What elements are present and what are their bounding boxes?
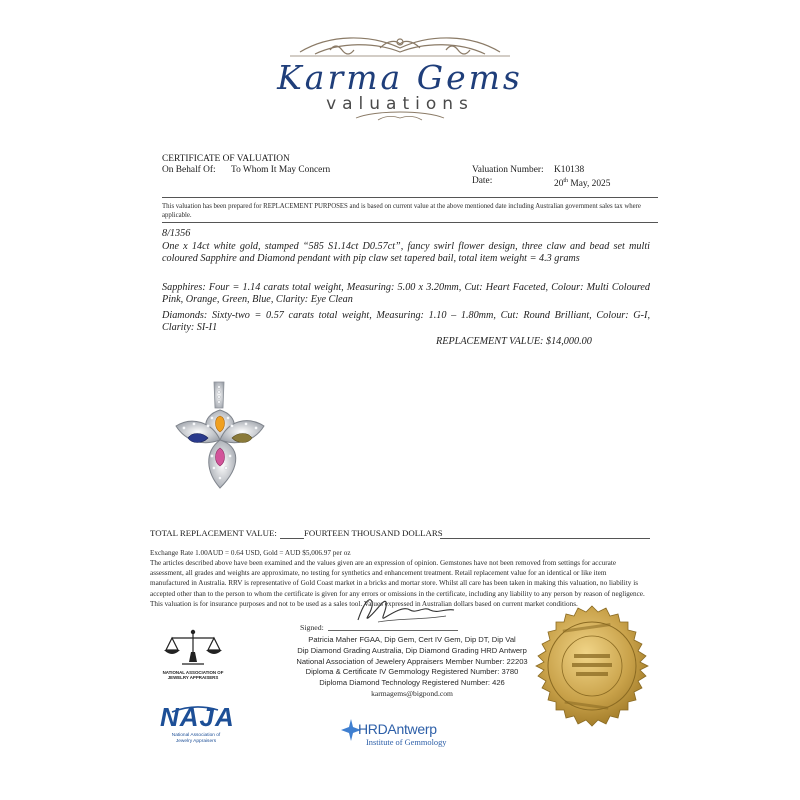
scales-icon bbox=[160, 628, 226, 668]
date-value: 20th May, 2025 bbox=[554, 178, 611, 190]
header-rule-top bbox=[162, 197, 658, 198]
credential-line: Patricia Maher FGAA, Dip Gem, Cert IV Gem, Dip DT, Dip Val bbox=[308, 635, 516, 644]
naja-caption: National Association of Jewelry Appraisers bbox=[171, 733, 221, 744]
credential-line: Diploma & Certificate IV Gemmology Registered Number: 3780 bbox=[305, 667, 519, 677]
item-description: One x 14ct white gold, stamped “585 S1.14ct D0.57ct”, fancy swirl flower design, three claw and bead set multi coloured Sapphire and Diamond pendant with pip claw set tapered bail, total item weight = 4.3 grams bbox=[162, 241, 650, 264]
on-behalf-value: To Whom It May Concern bbox=[231, 165, 331, 175]
naja-logo bbox=[160, 700, 235, 750]
gold-seal bbox=[530, 604, 654, 728]
header-rule-bottom bbox=[162, 222, 658, 223]
seal-icon bbox=[530, 604, 654, 728]
swoosh-icon bbox=[170, 705, 220, 713]
total-value: FOURTEEN THOUSAND DOLLARS bbox=[304, 528, 443, 538]
signature-mark bbox=[350, 592, 460, 626]
total-label: TOTAL REPLACEMENT VALUE: bbox=[150, 528, 277, 538]
purpose-note: This valuation has been prepared for REPLACEMENT PURPOSES and is based on current value at the above mentioned date including Australian government sales tax where applicable. bbox=[162, 203, 641, 219]
naja-swoosh bbox=[170, 700, 220, 708]
valuation-number-label: Valuation Number: bbox=[472, 165, 544, 175]
item-ref: 8/1356 bbox=[162, 228, 191, 239]
total-underline-2 bbox=[440, 538, 650, 539]
naja-mark: NAJA bbox=[160, 702, 235, 732]
date-label: Date: bbox=[472, 176, 493, 186]
total-underline-1 bbox=[280, 538, 304, 539]
pendant-photo bbox=[168, 380, 278, 495]
pendant-image-icon bbox=[168, 380, 278, 495]
exchange-rate: Exchange Rate 1.00AUD = 0.64 USD, Gold = AUD $5,006.97 per oz bbox=[150, 549, 351, 557]
signature-line bbox=[328, 630, 458, 631]
brand-script: Karma Gems bbox=[277, 58, 523, 97]
naja-scales-logo bbox=[160, 628, 226, 690]
item-sapphires: Sapphires: Four = 1.14 carats total weight, Measuring: 5.00 x 3.20mm, Cut: Heart Faceted, Colour: Multi Coloured Pink, Orange, Green, Blue, Clarity: Eye Clean bbox=[162, 282, 650, 305]
valuation-number-value: K10138 bbox=[554, 165, 585, 175]
credential-line: Dip Diamond Grading Australia, Dip Diamond Grading HRD Antwerp bbox=[297, 645, 527, 655]
brand-tagline: valuations bbox=[326, 94, 474, 114]
signature-icon bbox=[350, 592, 460, 626]
credential-line: Diploma Diamond Technology Registered Number: 426 bbox=[319, 678, 505, 688]
item-replacement-value: REPLACEMENT VALUE: $14,000.00 bbox=[436, 336, 592, 347]
on-behalf-label: On Behalf Of: bbox=[162, 165, 216, 175]
doc-title: CERTIFICATE OF VALUATION bbox=[162, 154, 290, 164]
credential-line: National Association of Jewelery Appraisers Member Number: 22203 bbox=[296, 656, 528, 666]
hrd-name: HRDAntwerp bbox=[358, 721, 437, 737]
hrd-antwerp-logo bbox=[340, 718, 480, 752]
signature-credentials bbox=[264, 635, 560, 700]
naja-top-caption: NATIONAL ASSOCIATION OF JEWELRY APPRAISERS bbox=[162, 670, 224, 681]
company-logo bbox=[260, 30, 540, 126]
signed-label: Signed: bbox=[300, 623, 324, 632]
disclaimer: The articles described above have been examined and the values given are an expression of opinion. Gemstones have not been removed from settings for accurate assessment, all grades and weights are approximate, no testing for synthetics and enhancement treatment. Retail replacement value for an identical or like item manufactured in Australia. RRV is representative of Gold Coast market in a bricks and mortar store. Whilst all care has been taken in making this valuation, no liability is accepted other than to the person to whom the certificate is given for any errors or omissions in the certificate, including any liability to any person by reason of negligence. This valuation is for insurance purposes and not to be used as a sales tool. Values expressed in Australian dollars based on current market conditions. bbox=[150, 559, 645, 608]
item-diamonds: Diamonds: Sixty-two = 0.57 carats total weight, Measuring: 1.10 – 1.80mm, Cut: Round Brilliant, Colour: G-I, Clarity: SI-I1 bbox=[162, 310, 650, 333]
hrd-subtitle: Institute of Gemmology bbox=[366, 738, 447, 747]
contact-email: karmagems@bigpond.com bbox=[371, 688, 453, 698]
